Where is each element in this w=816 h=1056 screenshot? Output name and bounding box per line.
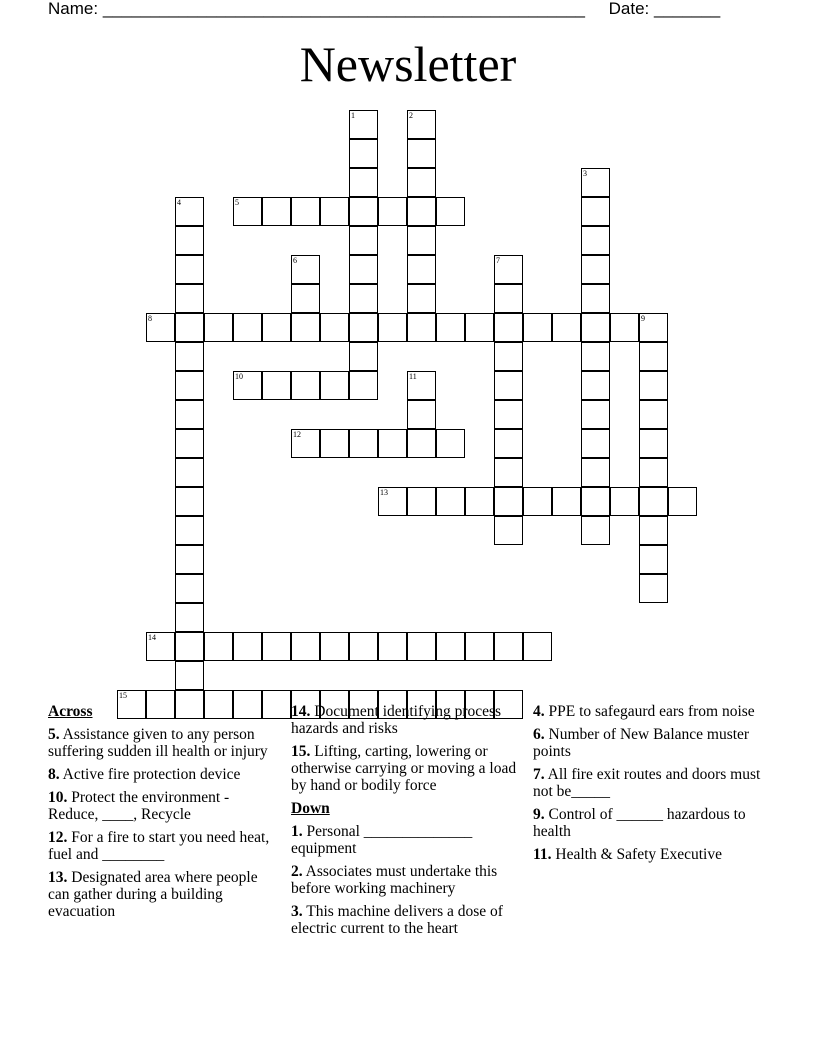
crossword-cell[interactable]: [581, 284, 610, 313]
clue-item-text: PPE to safegaurd ears from noise: [548, 703, 755, 720]
clue-item-number: 3.: [291, 903, 303, 920]
clue-item-number: 4.: [533, 703, 545, 720]
crossword-cell[interactable]: [581, 313, 610, 342]
clue-item-number: 9.: [533, 806, 545, 823]
crossword-cell[interactable]: [175, 574, 204, 603]
clue-number: 10: [235, 372, 243, 381]
clue-column-2: [291, 703, 527, 943]
clue-item-number: 12.: [48, 829, 68, 846]
crossword-cell[interactable]: [378, 632, 407, 661]
crossword-cell[interactable]: [465, 313, 494, 342]
crossword-cell[interactable]: [407, 226, 436, 255]
crossword-cell[interactable]: [378, 429, 407, 458]
crossword-cell[interactable]: [175, 545, 204, 574]
clue-item-text: Protect the environment - Reduce, ____, Recycle: [48, 789, 230, 823]
crossword-cell[interactable]: [581, 255, 610, 284]
crossword-cell[interactable]: [204, 313, 233, 342]
clue-number: 4: [177, 198, 181, 207]
crossword-cell[interactable]: [668, 487, 697, 516]
crossword-cell[interactable]: [436, 632, 465, 661]
crossword-cell[interactable]: [262, 632, 291, 661]
clue-number: 9: [641, 314, 645, 323]
crossword-cell[interactable]: [262, 313, 291, 342]
clue-number: 3: [583, 169, 587, 178]
crossword-cell[interactable]: [349, 342, 378, 371]
crossword-cell[interactable]: [175, 371, 204, 400]
crossword-cell[interactable]: [349, 110, 378, 139]
date-blank[interactable]: _______: [654, 0, 721, 18]
crossword-cell[interactable]: [494, 371, 523, 400]
crossword-cell[interactable]: [175, 603, 204, 632]
clue-item-text: Personal ______________ equipment: [291, 823, 473, 857]
crossword-cell[interactable]: [639, 313, 668, 342]
crossword-cell[interactable]: [175, 313, 204, 342]
crossword-cell[interactable]: [291, 197, 320, 226]
crossword-cell[interactable]: [407, 371, 436, 400]
crossword-cell[interactable]: [552, 487, 581, 516]
crossword-cell[interactable]: [494, 487, 523, 516]
crossword-cell[interactable]: [523, 487, 552, 516]
crossword-cell[interactable]: [494, 400, 523, 429]
crossword-cell[interactable]: [146, 632, 175, 661]
clue-item: [291, 863, 527, 897]
clue-item-text: For a fire to start you need heat, fuel and ________: [48, 829, 270, 863]
crossword-cell[interactable]: [349, 226, 378, 255]
crossword-cell[interactable]: [436, 429, 465, 458]
crossword-cell[interactable]: [291, 255, 320, 284]
clue-item-number: 15.: [291, 743, 311, 760]
crossword-cell[interactable]: [349, 371, 378, 400]
clue-item: [48, 766, 280, 783]
date-label: Date:: [608, 0, 650, 18]
crossword-cell[interactable]: [494, 313, 523, 342]
crossword-cell[interactable]: [581, 197, 610, 226]
crossword-cell[interactable]: [610, 313, 639, 342]
crossword-cell[interactable]: [349, 197, 378, 226]
clue-number: 6: [293, 256, 297, 265]
crossword-cell[interactable]: [291, 284, 320, 313]
crossword-cell[interactable]: [581, 342, 610, 371]
clue-item-number: 13.: [48, 869, 68, 886]
crossword-cell[interactable]: [581, 429, 610, 458]
name-blank[interactable]: ___________________________________________________: [102, 0, 585, 18]
crossword-cell[interactable]: [291, 632, 320, 661]
crossword-cell[interactable]: [407, 284, 436, 313]
crossword-cell[interactable]: [349, 429, 378, 458]
clue-number: 8: [148, 314, 152, 323]
crossword-cell[interactable]: [407, 313, 436, 342]
clue-item-text: Active fire protection device: [62, 766, 241, 783]
clue-item: [533, 846, 773, 863]
crossword-cell[interactable]: [494, 255, 523, 284]
crossword-cell[interactable]: [175, 400, 204, 429]
crossword-cell[interactable]: [407, 139, 436, 168]
crossword-cell[interactable]: [320, 632, 349, 661]
crossword-cell[interactable]: [581, 458, 610, 487]
clue-item: [291, 743, 527, 794]
clue-column-1: [48, 703, 280, 926]
crossword-cell[interactable]: [262, 197, 291, 226]
crossword-cell[interactable]: [175, 516, 204, 545]
crossword-cell[interactable]: [639, 429, 668, 458]
crossword-cell[interactable]: [175, 342, 204, 371]
crossword-cell[interactable]: [639, 545, 668, 574]
crossword-cell[interactable]: [494, 516, 523, 545]
crossword-cell[interactable]: [175, 255, 204, 284]
clue-item-number: 11.: [533, 846, 552, 863]
crossword-cell[interactable]: [291, 313, 320, 342]
crossword-cell[interactable]: [320, 197, 349, 226]
crossword-cell[interactable]: [233, 371, 262, 400]
clue-number: 5: [235, 198, 239, 207]
crossword-cell[interactable]: [233, 197, 262, 226]
crossword-cell[interactable]: [378, 313, 407, 342]
clue-number: 1: [351, 111, 355, 120]
clue-item-text: Number of New Balance muster points: [533, 726, 750, 760]
crossword-cell[interactable]: [581, 371, 610, 400]
crossword-cell[interactable]: [639, 487, 668, 516]
clue-item: [48, 829, 280, 863]
clue-column-3: [533, 703, 773, 869]
across-heading: Across: [48, 703, 93, 720]
crossword-cell[interactable]: [378, 197, 407, 226]
crossword-cell[interactable]: [436, 487, 465, 516]
crossword-cell[interactable]: [407, 255, 436, 284]
crossword-cell[interactable]: [407, 197, 436, 226]
crossword-cell[interactable]: [233, 313, 262, 342]
crossword-cell[interactable]: [494, 284, 523, 313]
crossword-cell[interactable]: [204, 632, 233, 661]
crossword-cell[interactable]: [523, 313, 552, 342]
clue-item: [291, 823, 527, 857]
crossword-cell[interactable]: [523, 632, 552, 661]
clue-number: 11: [409, 372, 417, 381]
crossword-cell[interactable]: [494, 632, 523, 661]
crossword-cell[interactable]: [320, 371, 349, 400]
clue-item: [291, 703, 527, 737]
crossword-cell[interactable]: [581, 168, 610, 197]
clue-item-text: This machine delivers a dose of electric current to the heart: [291, 903, 503, 937]
crossword-cell[interactable]: [349, 168, 378, 197]
crossword-cell[interactable]: [581, 400, 610, 429]
crossword-cell[interactable]: [494, 429, 523, 458]
crossword-cell[interactable]: [233, 632, 262, 661]
clue-item-text: All fire exit routes and doors must not be_____: [533, 766, 761, 800]
crossword-cell[interactable]: [581, 516, 610, 545]
clue-number: 15: [119, 691, 127, 700]
crossword-cell[interactable]: [349, 313, 378, 342]
clue-item-number: 2.: [291, 863, 303, 880]
clue-item: [533, 766, 773, 800]
crossword-cell[interactable]: [175, 458, 204, 487]
crossword-cell[interactable]: [349, 255, 378, 284]
crossword-cell[interactable]: [175, 632, 204, 661]
crossword-cell[interactable]: [494, 342, 523, 371]
crossword-cell[interactable]: [175, 429, 204, 458]
crossword-cell[interactable]: [407, 487, 436, 516]
crossword-cell[interactable]: [639, 400, 668, 429]
clue-number: 14: [148, 633, 156, 642]
clue-item: [291, 903, 527, 937]
crossword-cell[interactable]: [349, 284, 378, 313]
clue-item: [533, 726, 773, 760]
crossword-cell[interactable]: [320, 313, 349, 342]
clue-item-text: Control of ______ hazardous to health: [533, 806, 746, 840]
crossword-cell[interactable]: [610, 487, 639, 516]
clue-item: [48, 789, 280, 823]
clue-item: [533, 703, 773, 720]
crossword-cell[interactable]: [262, 371, 291, 400]
crossword-cell[interactable]: [175, 197, 204, 226]
crossword-cell[interactable]: [436, 313, 465, 342]
clue-item-number: 5.: [48, 726, 60, 743]
crossword-cell[interactable]: [175, 661, 204, 690]
crossword-cell[interactable]: [291, 371, 320, 400]
crossword-cell[interactable]: [291, 429, 320, 458]
crossword-cell[interactable]: [639, 371, 668, 400]
crossword-cell[interactable]: [465, 487, 494, 516]
crossword-cell[interactable]: [639, 574, 668, 603]
crossword-cell[interactable]: [378, 487, 407, 516]
crossword-cell[interactable]: [320, 429, 349, 458]
crossword-cell[interactable]: [407, 400, 436, 429]
crossword-cell[interactable]: [552, 313, 581, 342]
crossword-cell[interactable]: [407, 110, 436, 139]
clue-item-text: Health & Safety Executive: [555, 846, 722, 863]
crossword-cell[interactable]: [146, 313, 175, 342]
crossword-cell[interactable]: [494, 458, 523, 487]
clue-item-number: 8.: [48, 766, 60, 783]
crossword-cell[interactable]: [349, 139, 378, 168]
clue-item-number: 1.: [291, 823, 303, 840]
crossword-cell[interactable]: [465, 632, 494, 661]
page-title: Newsletter: [299, 36, 517, 92]
clue-number: 2: [409, 111, 413, 120]
clue-item: [48, 726, 280, 760]
crossword-cell[interactable]: [175, 487, 204, 516]
clue-item-number: 14.: [291, 703, 311, 720]
clue-item-number: 10.: [48, 789, 68, 806]
clue-item-text: Lifting, carting, lowering or otherwise carrying or moving a load by hand or bodily force: [291, 743, 517, 794]
name-label: Name:: [48, 0, 99, 18]
crossword-cell[interactable]: [175, 284, 204, 313]
crossword-cell[interactable]: [349, 632, 378, 661]
clue-number: 13: [380, 488, 388, 497]
clue-item-text: Document identifying process hazards and risks: [291, 703, 502, 737]
clue-item-number: 7.: [533, 766, 545, 783]
clue-item: [533, 806, 773, 840]
clue-number: 12: [293, 430, 301, 439]
crossword-cell[interactable]: [175, 226, 204, 255]
crossword-cell[interactable]: [581, 226, 610, 255]
crossword-cell[interactable]: [581, 487, 610, 516]
crossword-cell[interactable]: [639, 342, 668, 371]
clue-number: 7: [496, 256, 500, 265]
clue-item: [48, 869, 280, 920]
crossword-cell[interactable]: [436, 197, 465, 226]
crossword-cell[interactable]: [407, 168, 436, 197]
clue-item-text: Designated area where people can gather during a building evacuation: [48, 869, 258, 920]
crossword-cell[interactable]: [407, 429, 436, 458]
clue-item-number: 6.: [533, 726, 545, 743]
crossword-cell[interactable]: [639, 458, 668, 487]
crossword-cell[interactable]: [407, 632, 436, 661]
clue-item-text: Associates must undertake this before working machinery: [291, 863, 498, 897]
down-heading: Down: [291, 800, 330, 817]
crossword-cell[interactable]: [639, 516, 668, 545]
clue-item-text: Assistance given to any person suffering sudden ill health or injury: [48, 726, 268, 760]
